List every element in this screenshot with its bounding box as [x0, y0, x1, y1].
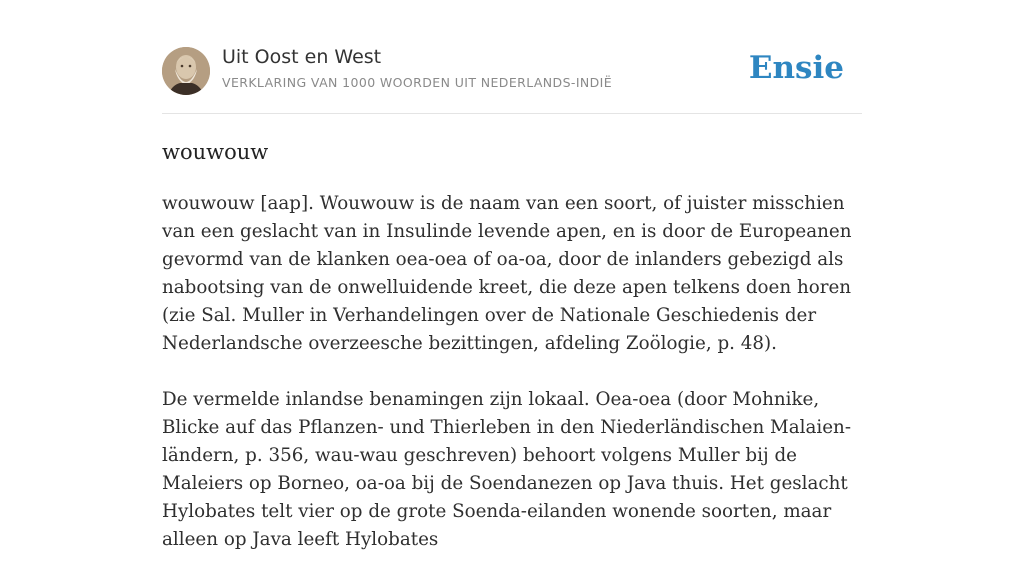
ensie-logo[interactable]: Ensie	[748, 50, 844, 86]
entry-body	[162, 190, 862, 582]
source-header	[162, 46, 862, 96]
source-title[interactable]: Uit Oost en West	[222, 46, 382, 68]
author-avatar[interactable]	[162, 47, 210, 95]
author-portrait-icon	[162, 47, 210, 95]
entry-paragraph-1: wouwouw [aap]. Wouwouw is de naam van een soort, of juister misschien van een geslacht van in Insulinde levende apen, en is door de Europeanen gevormd van de klanken oea-oea of oa-oa, door de inlanders gebezigd als nabootsing van de onwelluidende kreet, die deze apen telkens doen horen (zie Sal. Muller in Verhandelingen over de Nationale Geschiedenis der Nederlandsche overzeesche bezittingen, afdeling Zoölogie, p. 48).	[162, 193, 852, 354]
entry-paragraph-2: De vermelde inlandse benamingen zijn lokaal. Oea-oea (door Mohnike, Blicke auf das Pflanzen- und Thierleben in den Niederländischen Malaien-ländern, p. 356, wau-wau geschreven) behoort volgens Muller bij de Maleiers op Borneo, oa-oa bij de Soendanezen op Java thuis. Het geslacht Hylobates telt vier op de grote Soenda-eilanden wonende soorten, maar alleen op Java leeft Hylobates	[162, 389, 852, 550]
page-content	[162, 0, 862, 550]
source-subtitle: VERKLARING VAN 1000 WOORDEN UIT NEDERLANDS-INDIË	[222, 75, 613, 90]
header-divider	[162, 113, 862, 114]
entry-headword: wouwouw	[162, 140, 269, 164]
